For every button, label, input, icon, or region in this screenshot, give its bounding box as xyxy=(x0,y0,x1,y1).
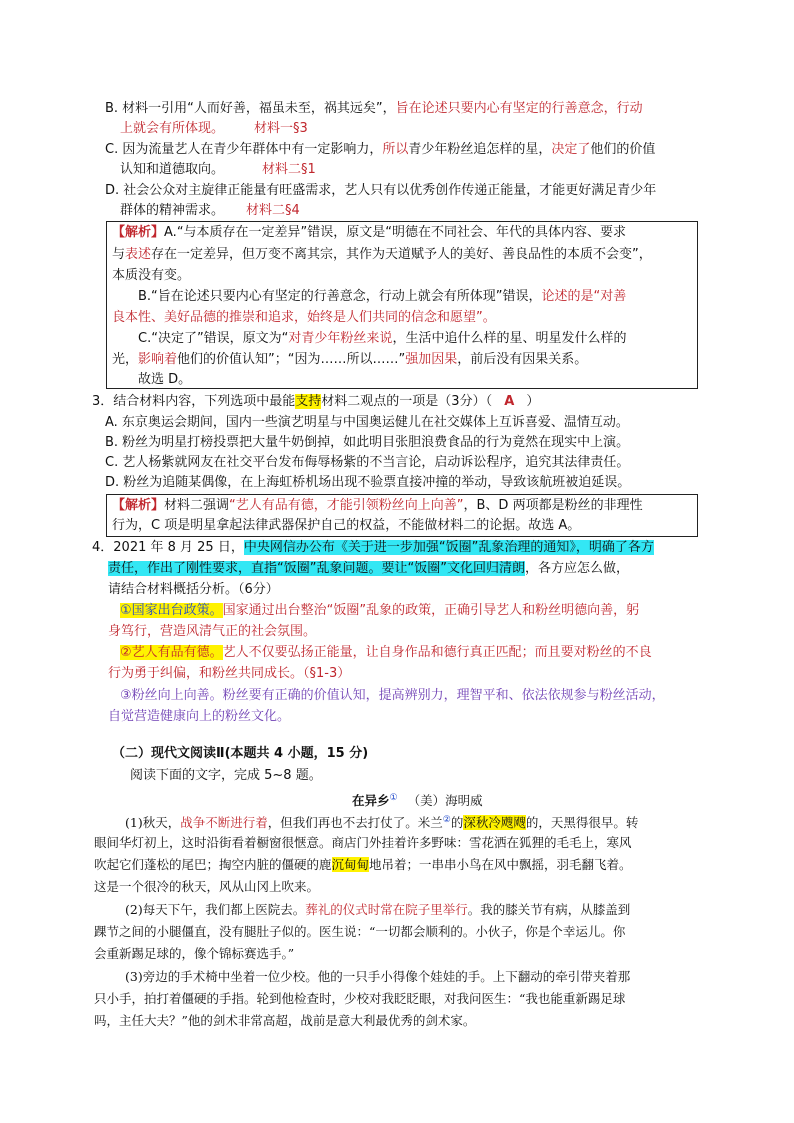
q3-option-b xyxy=(105,433,629,452)
option-c-line2 xyxy=(120,160,316,179)
option-b-line2-text: 上就会有所体现。 xyxy=(120,121,225,136)
story-p1-red: 战争不断进行着 xyxy=(180,815,268,831)
q3-option-d-text: D. 粉丝为追随某偶像，在上海虹桥机场出现不验票直接冲撞的举动，导致该航班被迫延误。 xyxy=(105,475,631,490)
story-p1d: 的，天黑得很早。转 xyxy=(525,815,639,831)
q3-option-a-text: A. 东京奥运会期间，国内一些演艺明星与中国奥运健儿在社交媒体上互诉喜爱、温情互动。 xyxy=(105,415,629,430)
story-p2-line1 xyxy=(125,900,630,919)
analysis2-l5: 良本性、美好品德的推崇和追求，始终是人们共同的信念和愿望”。 xyxy=(112,310,496,325)
q4-answer2 xyxy=(120,643,652,662)
q4-answer3-line2 xyxy=(108,707,290,726)
story-p3-line1 xyxy=(125,967,630,986)
story-title-text: 在异乡 xyxy=(352,793,390,809)
analysis2-l2red: 表述 xyxy=(125,247,152,262)
analysis2-l7c: ，前后没有因果关系。 xyxy=(457,352,588,367)
story-p2a: (2)每天下午，我们都上医院去。 xyxy=(125,902,306,917)
analysis2-line8 xyxy=(138,370,191,389)
q4-a1-highlight: ①国家出台政策。 xyxy=(120,603,223,618)
q4-a1b-text: 身笃行，营造风清气正的社会氛围。 xyxy=(108,624,317,639)
option-d-line2-text: 群体的精神需求。 xyxy=(120,203,225,218)
q3-answer: A xyxy=(504,394,515,409)
q3-stem-b: 材料二观点的一项是（3分）（ xyxy=(321,394,497,409)
story-p3l3: 吗，主任大夫？”他的剑术非常高超，战前是意大利最优秀的剑术家。 xyxy=(94,1013,476,1028)
option-b-text: B. 材料一引用“人而好善，福虽未至，祸其远矣”， xyxy=(105,101,396,116)
story-p1l4: 这是一个很冷的秋天，风从山冈上吹来。 xyxy=(94,879,320,894)
q4-line1 xyxy=(92,538,654,557)
analysis3-line2 xyxy=(112,516,580,535)
q3-option-c xyxy=(105,453,629,472)
q4-l2-highlight: 责任，作出了刚性要求，直指“饭圈”乱象问题。要让“饭圈”文化回归清朗 xyxy=(108,561,525,576)
q3-option-a xyxy=(105,413,629,432)
section2-intro xyxy=(130,766,322,785)
option-c xyxy=(105,140,655,159)
analysis2-l4a: B.“旨在论述只要内心有坚定的行善意念，行动上就会有所体现”错误， xyxy=(138,289,542,304)
q3-option-d xyxy=(105,473,630,492)
story-title-footnote: ① xyxy=(389,793,398,803)
analysis2-line6 xyxy=(138,329,626,348)
story-title xyxy=(352,789,483,810)
analysis2-line1 xyxy=(112,223,626,242)
story-p1-footnote: ② xyxy=(442,815,451,825)
analysis2-l3: 本质没有变。 xyxy=(112,268,191,283)
story-p1-line1 xyxy=(125,811,638,832)
story-p3-line2 xyxy=(94,989,625,1008)
q4-l1-highlight: 中央网信办公布《关于进一步加强“饭圈”乱象治理的通知》，明确了各方 xyxy=(243,540,654,555)
analysis2-l8: 故选 D。 xyxy=(138,372,192,387)
story-p3a: (3)旁边的手术椅中坐着一位少校。他的一只手小得像个娃娃的手。上下翻动的牵引带夹着那 xyxy=(125,969,631,984)
story-p1b: ，但我们再也不去打仗了。米兰 xyxy=(267,815,443,831)
q4-a1-text: 国家通过出台整治“饭圈”乱象的政策，正确引导艺人和粉丝明德向善，躬 xyxy=(222,603,640,618)
analysis2-l7b: 他们的价值认知”；“因为……所以……” xyxy=(177,352,406,367)
q4-answer3 xyxy=(120,686,665,705)
option-c-red2: 决定了 xyxy=(551,142,591,157)
q3-stem-a: 3．结合材料内容，下列选项中最能 xyxy=(92,394,296,409)
story-author: （美）海明威 xyxy=(407,793,483,809)
story-p1-highlight: 深秋冷飕飕 xyxy=(463,815,526,831)
q4-l3: 请结合材料概括分析。（6分） xyxy=(108,582,279,597)
q4-l1a: 4．2021 年 8 月 25 日， xyxy=(92,540,244,555)
q4-answer1 xyxy=(120,601,639,620)
q3-stem-highlight: 支持 xyxy=(295,394,322,409)
story-p1-line3 xyxy=(94,855,632,874)
option-b-line2 xyxy=(120,119,308,138)
section2-intro-text: 阅读下面的文字，完成 5~8 题。 xyxy=(130,768,322,783)
analysis2-l2a: 与 xyxy=(112,247,126,262)
story-p2b: 。我的膝关节有病，从膝盖到 xyxy=(467,902,631,917)
q4-a2-highlight: ②艺人有品有德。 xyxy=(120,645,223,660)
q4-a3b-text: 自觉营造健康向上的粉丝文化。 xyxy=(108,709,291,724)
q3-stem xyxy=(92,392,539,411)
story-p1l3-highlight: 沉甸甸 xyxy=(331,857,370,872)
story-p2-line2 xyxy=(94,922,625,941)
analysis2-l6red: 对青少年粉丝来说 xyxy=(288,331,393,346)
q4-a2-text: 艺人不仅要弘扬正能量，让自身作品和德行真正匹配；而且要对粉丝的不良 xyxy=(222,645,652,660)
section2-heading-text: （二）现代文阅读Ⅱ(本题共 4 小题，15 分) xyxy=(112,746,369,761)
story-p3-line3 xyxy=(94,1011,475,1030)
q3-option-b-text: B. 粉丝为明星打榜投票把大量牛奶倒掉，如此明目张胆浪费食品的行为竟然在现实中上演。 xyxy=(105,435,630,450)
option-d-line2 xyxy=(120,201,300,220)
q3-stem-c: ） xyxy=(522,394,540,409)
q4-answer2-line2 xyxy=(108,664,350,683)
q4-line2 xyxy=(108,559,629,578)
q4-line3 xyxy=(108,580,279,599)
q4-l2b: ，各方应怎么做， xyxy=(524,561,629,576)
option-d-text: D. 社会公众对主旋律正能量有旺盛需求，艺人只有以优秀创作传递正能量，才能更好满足青少年 xyxy=(105,183,657,198)
q4-answer1-line2 xyxy=(108,622,316,641)
analysis2-line3 xyxy=(112,266,190,285)
option-d-ref: 材料二§4 xyxy=(246,203,300,218)
story-p1-line4 xyxy=(94,877,319,896)
story-p1a: (1)秋天， xyxy=(125,815,181,831)
option-c-text: C. 因为流量艺人在青少年群体中有一定影响力， xyxy=(105,142,383,157)
analysis3-l1red: “艺人有品有德，才能引领粉丝向上向善” xyxy=(229,498,464,513)
story-p1l2: 眼间华灯初上，这时沿街看着橱窗很惬意。商店门外挂着许多野味：雪花洒在狐狸的毛毛上，寒风 xyxy=(94,835,632,850)
analysis2-l6a: C.“决定了”错误，原文为“ xyxy=(138,331,289,346)
analysis3-tag: 【解析】 xyxy=(112,498,165,513)
q4-a2b-text: 行为勇于纠偏，和粉丝共同成长。（§1-3） xyxy=(108,666,351,681)
analysis2-l7a: 光， xyxy=(112,352,139,367)
option-c-mid: 青少年粉丝追怎样的星， xyxy=(408,142,552,157)
option-d xyxy=(105,181,656,200)
option-b-highlight: 旨在论述只要内心有坚定的行善意念，行动 xyxy=(395,101,643,116)
option-c-red1: 所以 xyxy=(382,142,409,157)
story-p1-line2 xyxy=(94,833,632,852)
story-p1l3a: 吹起它们蓬松的尾巴；掏空内脏的僵硬的鹿 xyxy=(94,857,332,872)
option-c-tail: 他们的价值 xyxy=(590,142,656,157)
analysis2-l2b: 存在一定差异，但万变不离其宗，其作为天道赋予人的美好、善良品性的本质不会变”， xyxy=(151,247,652,262)
analysis2-l7red: 影响着 xyxy=(138,352,178,367)
analysis3-l1b: ，B、D 两项都是粉丝的非理性 xyxy=(463,498,643,513)
option-b-ref: 材料一§3 xyxy=(254,121,308,136)
story-p2-red: 葬礼的仪式时常在院子里举行 xyxy=(305,902,468,917)
analysis2-l4red: 论述的是“对善 xyxy=(541,289,627,304)
analysis2-l1: A.“与本质存在一定差异”错误，原文是“明德在不同社会、年代的具体内容、要求 xyxy=(164,225,627,240)
section2-heading xyxy=(112,744,368,763)
analysis2-line4 xyxy=(138,287,626,306)
story-p1c: 的 xyxy=(450,815,464,831)
analysis3-l1a: 材料二强调 xyxy=(164,498,230,513)
story-p2l2: 踝节之间的小腿僵直，没有腿肚子似的。医生说：“一切都会顺利的。小伙子，你是个幸运儿。你 xyxy=(94,924,626,939)
analysis3-line1 xyxy=(112,496,643,515)
q3-option-c-text: C. 艺人杨紫就网友在社交平台发布侮辱杨紫的不当言论，启动诉讼程序，追究其法律责任。 xyxy=(105,455,630,470)
analysis2-l7red2: 强加因果 xyxy=(405,352,458,367)
analysis2-line2 xyxy=(112,245,652,264)
story-p1l3b: 地吊着；一串串小鸟在风中飘摇，羽毛翻飞着。 xyxy=(369,857,632,872)
option-c-ref: 材料二§1 xyxy=(262,162,316,177)
analysis2-tag: 【解析】 xyxy=(112,225,165,240)
q4-a3-text: ③粉丝向上向善。粉丝要有正确的价值认知，提高辨别力，理智平和、依法依规参与粉丝活动， xyxy=(120,688,665,703)
analysis2-line5 xyxy=(112,308,496,327)
story-p3l2: 只小手，拍打着僵硬的手指。轮到他检查时，少校对我眨眨眼，对我问医生：“我也能重新踢足球 xyxy=(94,991,626,1006)
option-c-line2-text: 认知和道德取向。 xyxy=(120,162,225,177)
story-p2-line3 xyxy=(94,944,294,963)
option-b xyxy=(105,99,643,118)
analysis3-l2: 行为，C 项是明星拿起法律武器保护自己的权益，不能做材料二的论据。故选 A。 xyxy=(112,518,581,533)
story-p2l3: 会重新踢足球的，像个锦标赛选手。” xyxy=(94,946,295,961)
analysis2-line7 xyxy=(112,350,587,369)
analysis2-l6b: ，生活中追什么样的星、明星发什么样的 xyxy=(392,331,627,346)
